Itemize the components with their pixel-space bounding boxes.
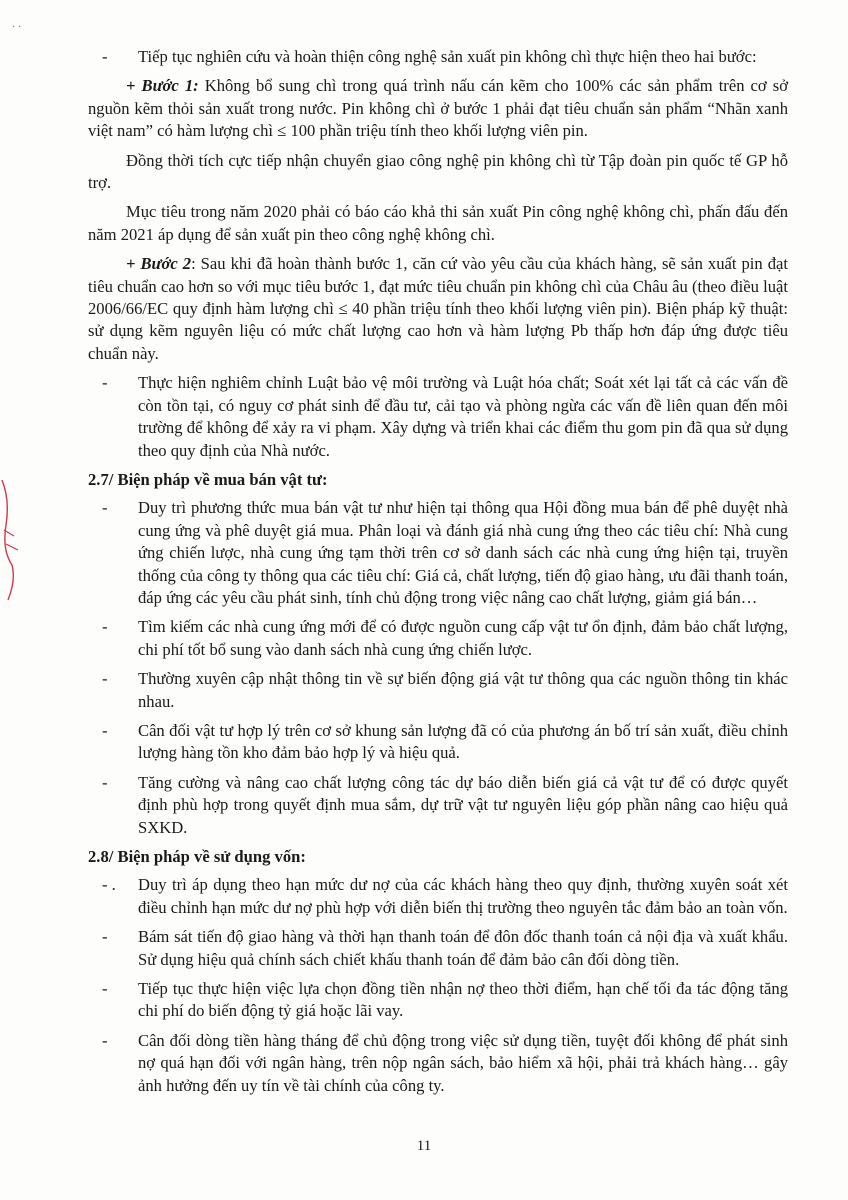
scan-mark: · · <box>12 22 22 33</box>
bullet-text: Cân đối dòng tiền hàng tháng để chủ động trong việc sử dụng tiền, tuyệt đối không để phát sinh nợ quá hạn đối với ngân hàng, trên nộp ngân sách, bảo hiểm xã hội, phải trả khách hàng… gây ảnh hưởng đến uy tín về tài chính của công ty. <box>138 1030 788 1095</box>
paragraph: Mục tiêu trong năm 2020 phải có báo cáo khả thi sản xuất Pin công nghệ không chì, phấn đấu đến năm 2021 áp dụng để sản xuất pin theo công nghệ không chì. <box>88 202 788 244</box>
bullet-item <box>88 720 788 765</box>
bullet-text: Thực hiện nghiêm chỉnh Luật bảo vệ môi trường và Luật hóa chất; Soát xét lại tất cả các vấn đề còn tồn tại, có nguy cơ phát sinh để đầu tư, cải tạo và phòng ngừa các vấn đề liên quan đến môi trường để không để xảy ra vi phạm. Xây dựng và triển khai các điểm thu gom pin đã qua sử dụng theo quy định của Nhà nước. <box>138 373 788 460</box>
page-number: 11 <box>416 1138 432 1154</box>
bullet-item <box>88 668 788 713</box>
bullet-item <box>88 926 788 971</box>
bullet-dash: - <box>102 617 108 637</box>
bullet-item <box>88 372 788 462</box>
step-label: + Bước 1: <box>126 76 199 96</box>
bullet-item <box>88 497 788 609</box>
bullet-item <box>88 772 788 839</box>
section-heading: 2.8/ Biện pháp về sử dụng vốn: <box>88 847 306 866</box>
step-paragraph <box>88 75 788 142</box>
bullet-text: Tăng cường và nâng cao chất lượng công tác dự báo diễn biến giá cả vật tư để có được quyết định phù hợp trong quyết định mua sắm, dự trữ vật tư nguyên liệu góp phần nâng cao hiệu quả SXKD. <box>138 772 788 837</box>
section-heading: 2.7/ Biện pháp về mua bán vật tư: <box>88 469 328 489</box>
bullet-dash: - <box>102 1030 108 1050</box>
bullet-dash: - <box>102 979 108 999</box>
bullet-dash: - <box>102 47 108 66</box>
bullet-text: Bám sát tiến độ giao hàng và thời hạn thanh toán để đôn đốc thanh toán cả nội địa và xuất khẩu. Sử dụng hiệu quả chính sách chiết khấu thanh toán để đảm bảo cân đối dòng tiền. <box>138 927 788 969</box>
step-paragraph <box>88 253 788 365</box>
step-text: : Sau khi đã hoàn thành bước 1, căn cứ vào yêu cầu của khách hàng, sẽ sản xuất pin đạt tiêu chuẩn cao hơn so với mục tiêu bước 1, đạt mức tiêu chuẩn pin không chì của Châu âu (theo điều luật 2006/66/EC quy định hàm lượng chì ≤ 40 phần triệu tính theo khối lượng viên pin). Biện pháp kỹ thuật: sử dụng kẽm nguyên liệu có mức chất lượng cao hơn và hàm lượng Pb thấp hơn đáp ứng được tiêu chuẩn này. <box>88 254 788 363</box>
step-label: + Bước 2 <box>126 254 192 274</box>
stamp-edge-mark <box>0 470 28 610</box>
bullet-dash: - <box>102 927 108 947</box>
step-text: Không bổ sung chì trong quá trình nấu cán kẽm cho 100% các sản phẩm trên cơ sở nguồn kẽm thỏi sản xuất trong nước. Pin không chì ở bước 1 phải đạt tiêu chuẩn sản phẩm “Nhãn xanh việt nam” có hàm lượng chì ≤ 100 phần triệu tính theo khối lượng viên pin. <box>88 76 788 141</box>
bullet-dash: - <box>102 498 108 518</box>
bullet-text: Cân đối vật tư hợp lý trên cơ sở khung sản lượng đã có của phương án bố trí sản xuất, điều chỉnh lượng hàng tồn kho đảm bảo hợp lý và hiệu quả. <box>138 720 788 763</box>
bullet-item <box>88 46 788 68</box>
bullet-text: Duy trì áp dụng theo hạn mức dư nợ của các khách hàng theo quy định, thường xuyên soát xét điều chỉnh hạn mức dư nợ phù hợp với diễn biến thị trường theo nguyên tắc đảm bảo an toàn vốn. <box>138 875 788 917</box>
bullet-item <box>88 1030 788 1097</box>
bullet-text: Duy trì phương thức mua bán vật tư như hiện tại thông qua Hội đồng mua bán để phê duyệt nhà cung ứng và phê duyệt giá mua. Phân loại và đánh giá nhà cung ứng theo các tiêu chí: Nhà cung ứng chiến lược, nhà cung ứng tạm thời trên cơ sở danh sách các nhà cung ứng hiện tại, truyền thống của công ty thông qua các tiêu chí: Giá cả, chất lượng, tiến độ giao hàng, ưu đãi thanh toán, đáp ứng các yêu cầu phát sinh, tính chủ động trong việc nâng cao chất lượng, giảm giá bán… <box>138 498 788 607</box>
bullet-item <box>88 616 788 661</box>
bullet-dash: - <box>102 772 108 792</box>
bullet-text: Thường xuyên cập nhật thông tin về sự biến động giá vật tư thông qua các nguồn thông tin khác nhau. <box>138 669 788 711</box>
bullet-text: Tiếp tục nghiên cứu và hoàn thiện công nghệ sản xuất pin không chì thực hiện theo hai bước: <box>138 47 757 66</box>
bullet-item <box>88 874 788 919</box>
bullet-dash: - <box>102 373 108 393</box>
bullet-dash: - <box>102 669 108 689</box>
bullet-text: Tìm kiếm các nhà cung ứng mới để có được nguồn cung cấp vật tư ổn định, đảm bảo chất lượng, chi phí tốt bổ sung vào danh sách nhà cung ứng chiến lược. <box>138 617 788 659</box>
bullet-item <box>88 978 788 1023</box>
paragraph: Đồng thời tích cực tiếp nhận chuyển giao công nghệ pin không chì từ Tập đoàn pin quốc tế GP hỗ trợ. <box>88 150 788 193</box>
bullet-text: Tiếp tục thực hiện việc lựa chọn đồng tiền nhận nợ theo thời điểm, hạn chế tối đa tác động tăng chi phí do biến động tỷ giá hoặc lãi vay. <box>138 979 788 1021</box>
document-body <box>88 46 788 1104</box>
bullet-dash: - . <box>102 875 116 895</box>
bullet-dash: - <box>102 720 108 740</box>
